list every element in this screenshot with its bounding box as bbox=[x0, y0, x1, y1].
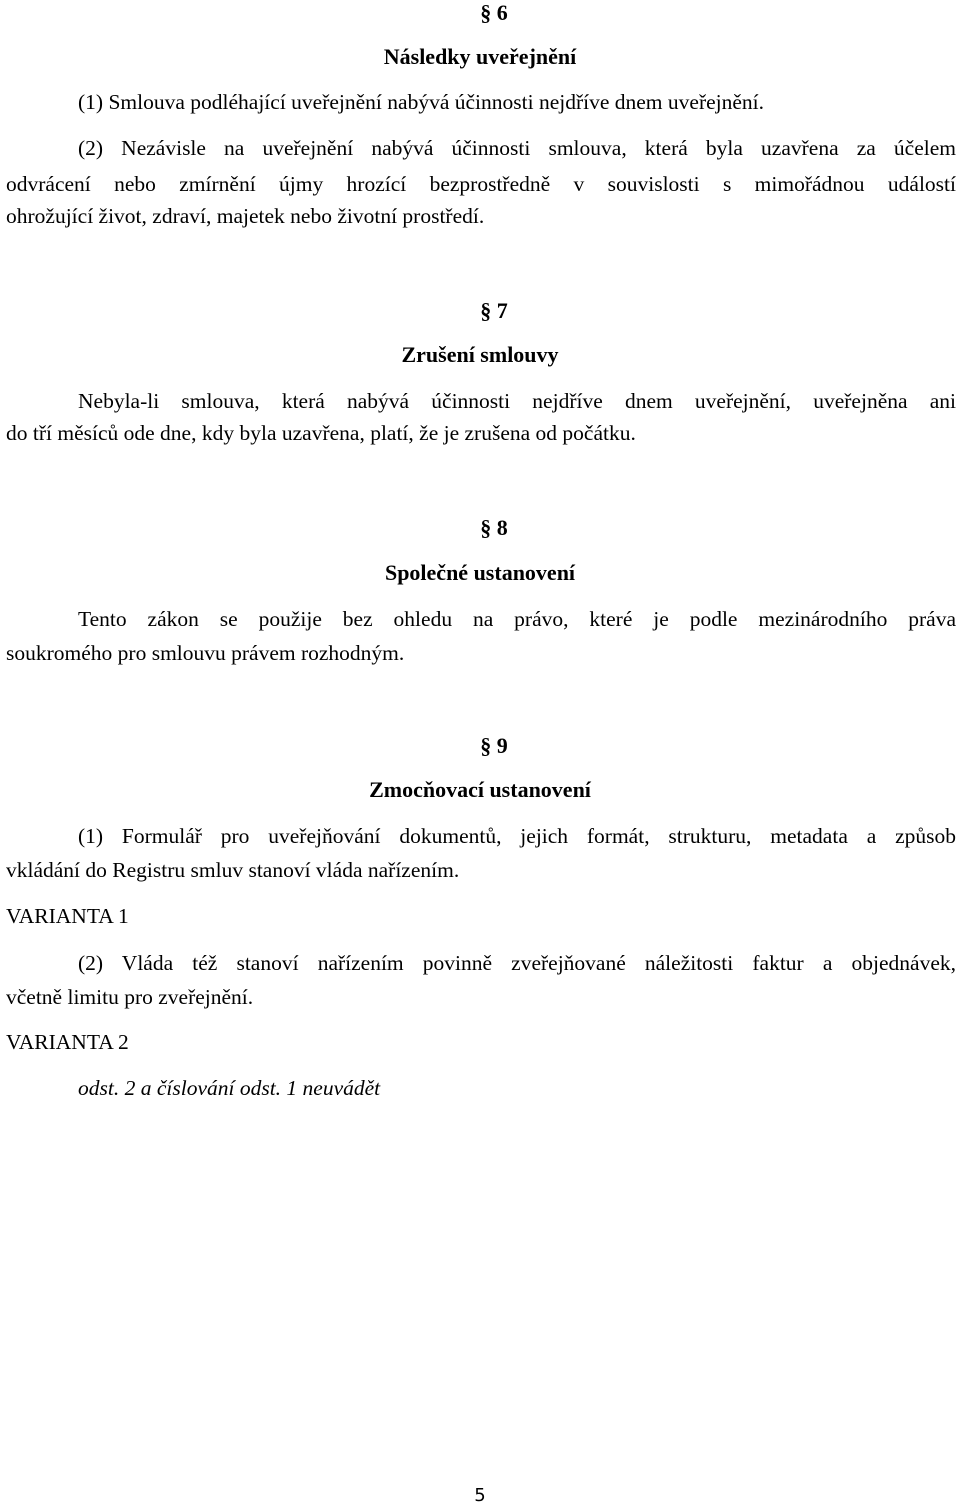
section-7-paragraph-line-1: Nebyla-li smlouva, která nabývá účinnosti nejdříve dnem uveřejnění, uveřejněna ani bbox=[78, 389, 956, 413]
section-7-heading: Zrušení smlouvy bbox=[401, 342, 559, 367]
section-9-paragraph-2-line-1: (2) Vláda též stanoví nařízením povinně zveřejňované náležitosti faktur a objednávek, bbox=[78, 951, 956, 975]
section-9-number: § 9 bbox=[480, 733, 508, 758]
variant-2-note: odst. 2 a číslování odst. 1 neuvádět bbox=[78, 1076, 381, 1100]
section-6-paragraph-2-line-3: ohrožující život, zdraví, majetek nebo životní prostředí. bbox=[6, 204, 485, 228]
section-6-paragraph-2-line-1: (2) Nezávisle na uveřejnění nabývá účinnosti smlouva, která byla uzavřena za účelem bbox=[78, 136, 956, 160]
section-6-number: § 6 bbox=[480, 0, 508, 25]
section-6-heading: Následky uveřejnění bbox=[383, 44, 577, 69]
section-9-paragraph-2-line-2: včetně limitu pro zveřejnění. bbox=[6, 985, 254, 1009]
section-6-paragraph-2-line-2: odvrácení nebo zmírnění újmy hrozící bezprostředně v souvislosti s mimořádnou událostí bbox=[6, 172, 956, 196]
section-9-heading: Zmocňovací ustanovení bbox=[369, 777, 591, 802]
section-6-paragraph-1: (1) Smlouva podléhající uveřejnění nabývá účinnosti nejdříve dnem uveřejnění. bbox=[78, 90, 765, 114]
section-9-paragraph-1-line-1: (1) Formulář pro uveřejňování dokumentů, jejich formát, strukturu, metadata a způsob bbox=[78, 824, 956, 848]
section-8-number: § 8 bbox=[480, 515, 508, 540]
page-number: 5 bbox=[474, 1485, 486, 1506]
section-8-heading: Společné ustanovení bbox=[384, 560, 576, 585]
section-8-paragraph-line-1: Tento zákon se použije bez ohledu na právo, které je podle mezinárodního práva bbox=[78, 607, 956, 631]
section-7-number: § 7 bbox=[480, 298, 508, 323]
variant-2-label: VARIANTA 2 bbox=[6, 1030, 129, 1054]
section-7-paragraph-line-2: do tří měsíců ode dne, kdy byla uzavřena, platí, že je zrušena od počátku. bbox=[6, 421, 636, 445]
section-9-paragraph-1-line-2: vkládání do Registru smluv stanoví vláda nařízením. bbox=[6, 858, 460, 882]
section-8-paragraph-line-2: soukromého pro smlouvu právem rozhodným. bbox=[6, 641, 405, 665]
variant-1-label: VARIANTA 1 bbox=[6, 904, 129, 928]
